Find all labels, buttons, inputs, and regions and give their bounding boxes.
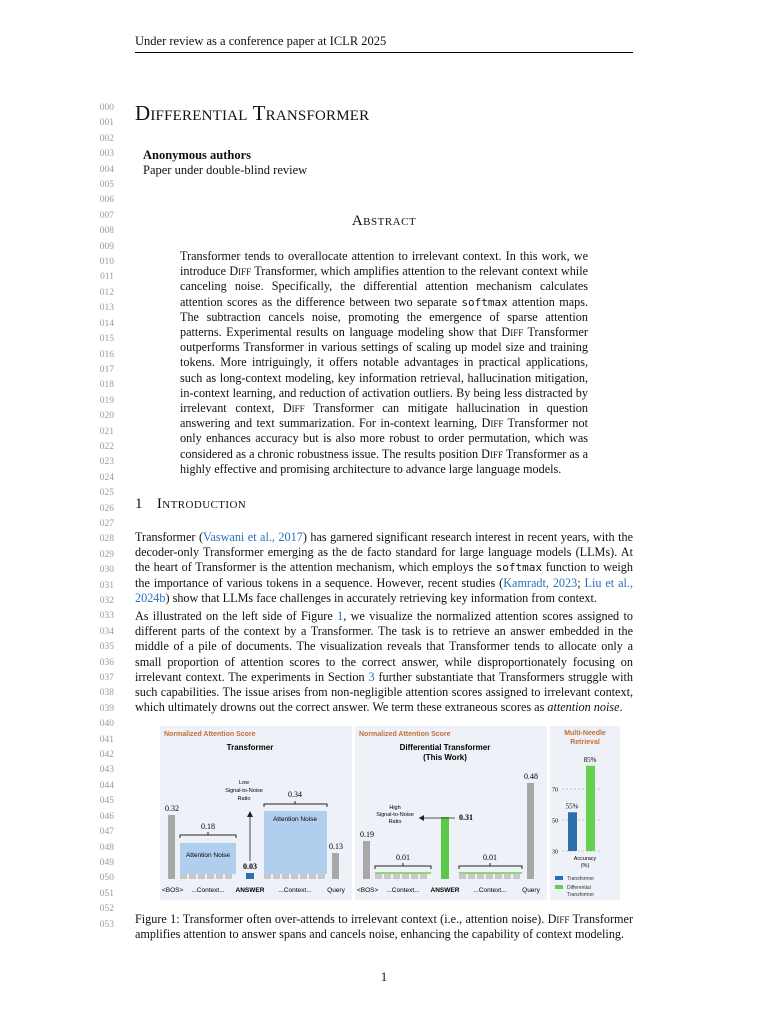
panel-right-bg — [550, 726, 620, 900]
line-number: 014 — [99, 318, 114, 329]
figure-ref-link[interactable]: 1 — [337, 609, 344, 623]
legend-label: Transformer — [567, 876, 595, 882]
paper-title: Differential Transformer — [135, 101, 370, 125]
data-label: 0.32 — [165, 804, 179, 813]
annotation-label: Signal-to-Noise — [376, 812, 414, 818]
context-token-bar — [375, 874, 382, 879]
context-token-bar — [495, 874, 502, 879]
line-number: 052 — [99, 904, 114, 915]
line-number: 020 — [99, 411, 114, 422]
line-number: 039 — [99, 703, 114, 714]
data-label: 55% — [565, 802, 579, 811]
context-token-bar — [225, 874, 232, 879]
line-number: 049 — [99, 857, 114, 868]
panel-right-header: Multi-Needle — [564, 730, 606, 737]
line-number: 027 — [99, 518, 114, 529]
panel-mid-header: Normalized Attention Score — [359, 731, 451, 738]
context-token-bar — [198, 874, 205, 879]
data-label: 0.31 — [459, 813, 473, 822]
x-tick-label: ...Context... — [191, 887, 225, 894]
chart-title: Transformer — [226, 743, 274, 752]
panel-left-header: Normalized Attention Score — [164, 731, 256, 738]
context-token-bar — [180, 874, 187, 879]
line-number: 051 — [99, 888, 114, 899]
line-number: 023 — [99, 457, 114, 468]
context-token-bar — [459, 874, 466, 879]
y-axis-label: Accuracy — [573, 856, 597, 862]
line-number: 008 — [99, 226, 114, 237]
line-number: 031 — [99, 580, 114, 591]
annotation-label: Ratio — [388, 819, 402, 825]
abstract-text: Transformer as a highly effective and promising architecture to advance large language models. — [180, 446, 588, 476]
context-token-bar — [273, 874, 280, 879]
abstract-heading: Abstract — [351, 213, 417, 229]
page-number: 1 — [380, 970, 388, 984]
section-ref-link[interactable]: 3 — [368, 669, 375, 684]
context-token-bar — [504, 874, 511, 879]
data-label: 0.13 — [329, 842, 343, 851]
section-title: Introduction — [156, 496, 247, 512]
line-number: 026 — [99, 503, 114, 514]
x-tick-label: ...Context... — [278, 887, 312, 894]
line-number: 048 — [99, 842, 114, 853]
context-token-bar — [189, 874, 196, 879]
citation-link[interactable]: Vaswani et al., 2017 — [203, 530, 303, 544]
line-number: 009 — [99, 241, 114, 252]
abstract-body — [180, 249, 588, 477]
author-name: Anonymous authors — [143, 148, 252, 162]
line-number: 053 — [99, 919, 114, 930]
context-token-bar — [477, 874, 484, 879]
abstract-text: attention maps. The subtraction cancels noise, promoting the emergence of sparse attention patterns. Experimental results on language modeling show that — [180, 294, 588, 340]
context-token-bar — [402, 874, 409, 879]
para-text: function to weigh the importance of various tokens in a sequence. However, recent studies ( — [135, 560, 633, 590]
annotation-label: Attention Noise — [272, 816, 318, 823]
bar-bos — [168, 815, 175, 879]
y-tick-label: 30 — [552, 849, 558, 856]
context-token-bar — [393, 874, 400, 879]
panel-right-header: Retrieval — [570, 739, 600, 746]
data-label: 85% — [583, 755, 597, 764]
line-number: 004 — [99, 164, 114, 175]
para-text: ; — [577, 575, 585, 590]
y-axis-label: (%) — [580, 863, 590, 869]
annotation-label: High — [389, 805, 401, 811]
intro-paragraph-2 — [135, 609, 633, 715]
para-text: , we visualize the normalized attention scores assigned to different parts of the context by a Transformer. The task is to retrieve an answer embedded in the middle of a pile of documents. The visualization reveals that Transformer tends to allocate only a small proportion of attention scores to the correct answer, while disproportionately focusing on irrelevant context. The experiments in Section — [135, 609, 633, 684]
para-text: further substantiate that Transformers struggle with such capabilities. The issue arises from non-negligible attention scores assigned to irrelevant context, which ultimately drowns out the correct answer. We term these extraneous scores as — [135, 669, 633, 715]
data-label: 0.19 — [360, 830, 374, 839]
x-tick-label: ...Context... — [473, 887, 507, 894]
annotation-label: Ratio — [237, 796, 251, 802]
line-number: 005 — [99, 180, 114, 191]
line-number: 043 — [99, 765, 114, 776]
para-text: ) has garnered significant research interest in recent years, with the decoder-only Transformer emerging as the de facto standard for large language models (LLMs). At the heart of Transformer is the attention mechanism, which employs the — [135, 530, 633, 575]
line-numbers — [82, 101, 114, 933]
x-tick-label: <BOS> — [162, 887, 184, 894]
abstract-text: Transformer can mitigate hallucination in question answering and text summarization. For in-context learning, — [180, 401, 588, 431]
line-number: 013 — [99, 303, 114, 314]
softmax-term: softmax — [495, 561, 542, 575]
diff-term: Diff — [481, 446, 503, 461]
bar-query — [332, 853, 339, 879]
line-number: 024 — [99, 472, 114, 483]
data-label: 0.01 — [483, 853, 497, 862]
line-number: 017 — [99, 364, 114, 375]
context-token-bar — [216, 874, 223, 879]
context-token-bar — [468, 874, 475, 879]
figure-caption — [135, 912, 633, 942]
line-number: 018 — [99, 380, 114, 391]
legend-swatch — [555, 885, 563, 889]
accuracy-bar — [568, 812, 577, 851]
line-number: 044 — [99, 780, 114, 791]
figure-1 — [160, 726, 620, 904]
emphasis-term: attention noise — [547, 700, 620, 715]
context-token-bar — [207, 874, 214, 879]
line-number: 003 — [99, 149, 114, 160]
bar-context-2 — [459, 872, 522, 874]
context-token-bar — [513, 874, 520, 879]
para-text: Transformer ( — [135, 530, 204, 544]
line-number: 029 — [99, 549, 114, 560]
x-tick-label: ANSWER — [430, 887, 460, 894]
x-tick-label: <BOS> — [357, 887, 379, 894]
line-number: 047 — [99, 827, 114, 838]
context-token-bar — [318, 874, 325, 879]
caption-text: Figure 1: Transformer often over-attends to irrelevant context (i.e., attention noise). — [135, 912, 548, 926]
intro-paragraph-1 — [135, 530, 633, 606]
chart-title: (This Work) — [423, 753, 467, 762]
y-tick-label: 70 — [552, 787, 558, 794]
diff-term: Diff — [501, 325, 524, 340]
para-text: ) show that LLMs face challenges in accurately retrieving key information from context. — [165, 590, 597, 605]
line-number: 034 — [99, 626, 114, 637]
data-label: 0.01 — [396, 853, 410, 862]
data-label: 0.03 — [243, 862, 257, 871]
para-text: . — [619, 700, 623, 715]
line-number: 011 — [100, 272, 114, 283]
line-number: 012 — [99, 287, 114, 298]
context-token-bar — [282, 874, 289, 879]
x-tick-label: Query — [522, 887, 540, 894]
bar-query — [527, 783, 534, 879]
caption-text: Transformer amplifies attention to answer spans and cancels noise, enhancing the capability of context modeling. — [135, 912, 633, 942]
context-token-bar — [264, 874, 271, 879]
y-tick-label: 50 — [552, 818, 558, 825]
context-token-bar — [411, 874, 418, 879]
line-number: 040 — [99, 719, 114, 730]
line-number: 016 — [99, 349, 114, 360]
line-number: 042 — [99, 750, 114, 761]
softmax-term: softmax — [461, 295, 508, 309]
diff-term: Diff — [481, 416, 504, 431]
section-number: 1 — [135, 496, 143, 512]
annotation-label: Attention Noise — [185, 852, 231, 859]
line-number: 037 — [99, 673, 114, 684]
bar-context-1 — [375, 872, 431, 874]
x-tick-label: ANSWER — [235, 887, 265, 894]
abstract-text: Transformer not only enhances accuracy but is also more robust to order permutation, which was considered as a chronic robustness issue. The results position — [180, 416, 588, 461]
chart-title: Differential Transformer — [399, 743, 491, 752]
diff-term: Diff — [229, 264, 252, 279]
line-number: 033 — [99, 611, 114, 622]
line-number: 050 — [99, 873, 114, 884]
line-number: 046 — [99, 811, 114, 822]
line-number: 007 — [99, 210, 114, 221]
line-number: 036 — [99, 657, 114, 668]
para-text: As illustrated on the left side of Figure — [135, 609, 338, 623]
running-header: Under review as a conference paper at ICLR 2025 — [135, 34, 633, 53]
line-number: 002 — [99, 133, 114, 144]
x-tick-label: ...Context... — [386, 887, 420, 894]
context-token-bar — [486, 874, 493, 879]
accuracy-bar — [586, 766, 595, 851]
legend-label: Transformer — [567, 892, 595, 898]
abstract-text: Transformer tends to overallocate attention to irrelevant context. In this work, we introduce — [180, 249, 588, 279]
data-label: 0.18 — [201, 822, 215, 831]
bar-bos — [363, 841, 370, 879]
data-label: 0.48 — [524, 772, 538, 781]
line-number: 015 — [99, 334, 114, 345]
line-number: 021 — [99, 426, 114, 437]
annotation-label: Low — [238, 780, 250, 786]
line-number: 006 — [99, 195, 114, 206]
citation-link[interactable]: Liu et al., 2024b — [135, 575, 633, 605]
line-number: 038 — [99, 688, 114, 699]
line-number: 045 — [99, 796, 114, 807]
author-block — [143, 148, 307, 178]
annotation-label: Signal-to-Noise — [225, 788, 263, 794]
diff-term: Diff — [547, 912, 570, 926]
context-token-bar — [291, 874, 298, 879]
legend-swatch — [555, 876, 563, 880]
line-number: 028 — [99, 534, 114, 545]
context-token-bar — [300, 874, 307, 879]
legend-label: Differential — [567, 885, 591, 891]
line-number: 035 — [99, 642, 114, 653]
line-number: 030 — [99, 565, 114, 576]
context-token-bar — [420, 874, 427, 879]
line-number: 022 — [99, 441, 114, 452]
abstract-text: Transformer outperforms Transformer in various settings of scaling up model size and training tokens. More intriguingly, it offers notable advantages in practical applications, such as long-context modeling, key information retrieval, hallucination mitigation, in-context learning, and reduction of activation outliers. By being less distracted by irrelevant context, — [180, 325, 588, 416]
section-heading — [135, 496, 246, 513]
context-token-bar — [309, 874, 316, 879]
line-number: 001 — [99, 118, 114, 129]
line-number: 041 — [99, 734, 114, 745]
diff-term: Diff — [282, 401, 305, 416]
line-number: 019 — [99, 395, 114, 406]
bar-answer — [441, 817, 449, 879]
line-number: 032 — [99, 596, 114, 606]
abstract-text: Transformer, which amplifies attention to the relevant context while canceling noise. Specifically, the differential attention mechanism calculates attention scores as the difference between two separate — [180, 264, 588, 309]
data-label: 0.34 — [288, 790, 302, 799]
line-number: 010 — [99, 257, 114, 268]
line-number: 000 — [99, 103, 114, 113]
x-tick-label: Query — [327, 887, 345, 894]
context-token-bar — [384, 874, 391, 879]
line-number: 025 — [99, 488, 114, 499]
review-note: Paper under double-blind review — [143, 163, 308, 177]
citation-link[interactable]: Kamradt, 2023 — [503, 575, 578, 590]
bar-answer — [246, 873, 254, 879]
